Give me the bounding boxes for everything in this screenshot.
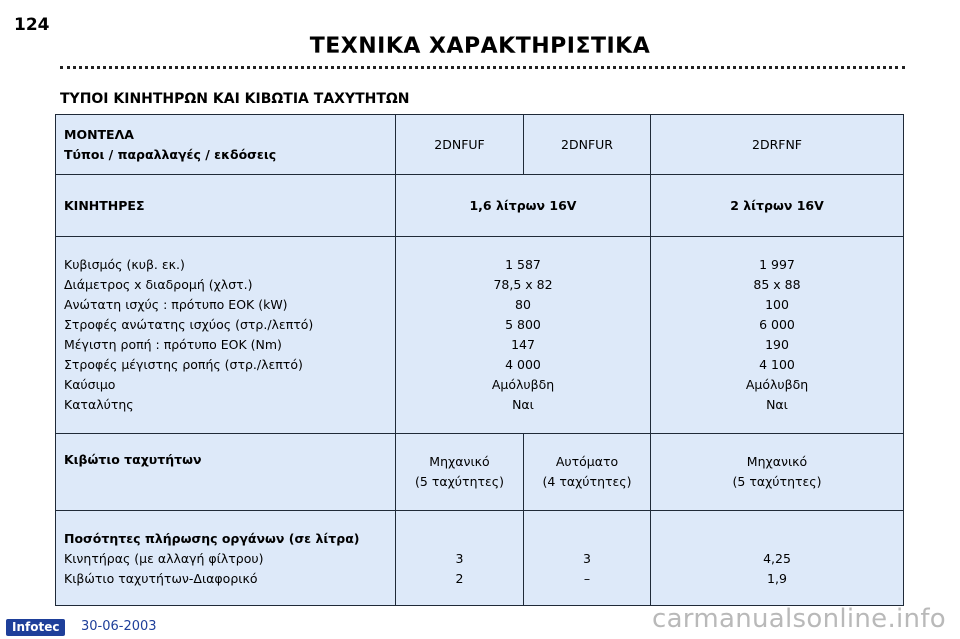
models-label-cell [56,115,396,175]
fluid-value: 3 [455,551,464,566]
spec-value: 85 x 88 [753,277,801,292]
models-label: ΜΟΝΤΕΛΑ [64,126,134,142]
engine-specs-row [56,237,904,434]
fluids-col-1 [396,511,524,606]
spec-value: Αμόλυβδη [491,377,555,392]
gearbox-speeds: (4 ταχύτητες) [542,474,632,489]
engine-spec-labels [56,237,396,434]
spec-value: 4 000 [505,357,541,372]
spec-label: Ανώτατη ισχύς : πρότυπο ΕΟΚ (kW) [64,297,288,312]
model-col-1: 2DNFUF [396,115,524,175]
spec-value: 100 [765,297,789,312]
spec-value: 1 997 [759,257,795,272]
spec-label: Διάμετρος x διαδρομή (χλστ.) [64,277,253,292]
section-title: ΤΥΠΟΙ ΚΙΝΗΤΗΡΩΝ ΚΑΙ ΚΙΒΩΤΙΑ ΤΑΧΥΤΗΤΩΝ [60,91,410,107]
fluid-value: 4,25 [763,551,791,566]
fluid-value: – [583,571,591,586]
specs-table [55,114,904,606]
engines-label: ΚΙΝΗΤΗΡΕΣ [56,175,396,237]
fluids-engine-label: Κινητήρας (με αλλαγή φίλτρου) [64,551,264,566]
dotted-divider [60,66,905,69]
fluid-value: 1,9 [767,571,787,586]
spec-value: 80 [515,297,531,312]
gearbox-speeds: (5 ταχύτητες) [415,474,504,489]
spec-value: 78,5 x 82 [493,277,553,292]
infotec-logo: Infotec [6,619,65,636]
fluids-row [56,511,904,606]
spec-value: 5 800 [505,317,541,332]
gearbox-speeds: (5 ταχύτητες) [732,474,822,489]
footer-date: 30-06-2003 [81,619,157,634]
fluid-value: 2 [455,571,464,586]
gearbox-type: Μηχανικό [746,454,808,469]
gearbox-col-1 [396,434,524,511]
engines-row [56,175,904,237]
spec-label: Κυβισμός (κυβ. εκ.) [64,257,185,272]
model-col-3: 2DRFNF [651,115,904,175]
spec-label: Στροφές ανώτατης ισχύος (στρ./λεπτό) [64,317,314,332]
spec-label: Καταλύτης [64,397,134,412]
spec-label: Μέγιστη ροπή : πρότυπο ΕΟΚ (Nm) [64,337,282,352]
header-row [56,115,904,175]
spec-value: 1 587 [505,257,541,272]
gearbox-type: Αυτόματο [555,454,619,469]
models-sublabel: Τύποι / παραλλαγές / εκδόσεις [64,146,277,162]
engine-b-spec-values [651,237,904,434]
gearbox-col-2 [524,434,651,511]
engine-a: 1,6 λίτρων 16V [396,175,651,237]
gearbox-type: Μηχανικό [429,454,490,469]
fluids-gearbox-label: Κιβώτιο ταχυτήτων-Διαφορικό [64,571,258,586]
spec-value: Ναι [512,397,534,412]
gearbox-label: Κιβώτιο ταχυτήτων [56,434,396,511]
spec-value: 4 100 [759,357,795,372]
fluids-col-2 [524,511,651,606]
spec-label: Καύσιμο [64,377,116,392]
fluids-col-3 [651,511,904,606]
engine-b: 2 λίτρων 16V [651,175,904,237]
engine-a-spec-values [396,237,651,434]
fluid-value: 3 [583,551,591,566]
spec-value: 190 [765,337,789,352]
page-title: ΤΕΧΝΙΚΑ ΧΑΡΑΚΤΗΡΙΣΤΙΚΑ [309,34,651,59]
page-number: 124 [14,15,50,35]
spec-value: 6 000 [759,317,795,332]
spec-value: Αμόλυβδη [745,377,809,392]
gearbox-row [56,434,904,511]
fluids-labels [56,511,396,606]
fluids-heading: Ποσότητες πλήρωσης οργάνων (σε λίτρα) [64,531,360,546]
spec-label: Στροφές μέγιστης ροπής (στρ./λεπτό) [64,357,303,372]
spec-value: Ναι [766,397,788,412]
watermark: carmanualsonline.info [651,604,946,634]
spec-value: 147 [511,337,535,352]
model-col-2: 2DNFUR [524,115,651,175]
gearbox-col-3 [651,434,904,511]
